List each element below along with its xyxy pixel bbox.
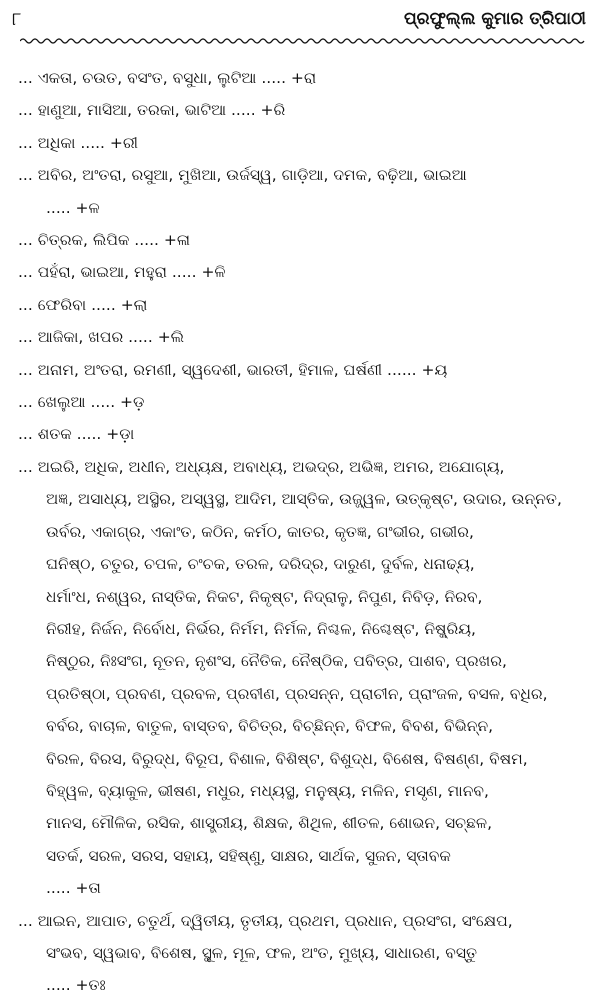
entry-line: ... ଅନାମ, ଅଂତରା, ରମଣୀ, ସ୍ୱଦେଶୀ, ଭାରତୀ, ହିମାଳ, ଘର୍ଷଣୀ ...... +ୟ: [18, 360, 448, 379]
entry-suffix-line: ..... +ତା: [46, 879, 101, 898]
entry-line: ପ୍ରତିଷ୍ଠା, ପ୍ରବଣ, ପ୍ରବଳ, ପ୍ରବୀଣ, ପ୍ରସନ୍ନ, ପ୍ରାଚୀନ, ପ୍ରାଂଜଳ, ବସଳ, ବଧିର,: [46, 684, 548, 703]
entry-line: ... ହାଣୁଆ, ମାସିଆ, ତରକା, ଭାଟିଆ ..... +ରି: [18, 101, 286, 120]
entry-line: ବିହ୍ୱଳ, ବ୍ୟାକୁଳ, ଭୀଷଣ, ମଧୁର, ମଧ୍ୟସ୍ଥ, ମନୁଷ୍ୟ, ମଳିନ, ମସୃଣ, ମାନବ,: [46, 781, 489, 800]
running-title: ପ୍ରଫୁଲ୍ଲ କୁମାର ତ୍ରିପାଠୀ: [403, 9, 586, 29]
entry-list: [18, 62, 586, 1002]
entry-line: ଧର୍ମାଂଧ, ନଶ୍ୱର, ନାସ୍ତିକ, ନିକଟ, ନିକୃଷ୍ଟ, ନିଦ୍ରାଳୁ, ନିପୁଣ, ନିବିଡ଼, ନିରବ,: [46, 587, 483, 606]
entry-line: ... ଅଇରି, ଅଧିକ, ଅଧୀନ, ଅଧ୍ୟକ୍ଷ, ଅବାଧ୍ୟ, ଅଭଦ୍ର, ଅଭିଜ୍ଞ, ଅମର, ଅଯୋଗ୍ୟ,: [18, 457, 505, 476]
header-wavy-rule: [20, 36, 586, 46]
entry-line: ... ଅଧିକା ..... +ରୀ: [18, 133, 139, 152]
entry-suffix-line: ..... +ଳ: [46, 198, 100, 217]
entry-line: ନିରୀହ, ନିର୍ଜନ, ନିର୍ବୋଧ, ନିର୍ଭର, ନିର୍ମମ, ନିର୍ମଳ, ନିଶ୍ଚଳ, ନିଶ୍ଚେଷ୍ଟ, ନିଷ୍କ୍ରିୟ,: [46, 619, 476, 638]
page-number: ୮: [12, 8, 22, 30]
entry-line: ... ଚିତ୍ରକ, ଲିପିକ ..... +ଳା: [18, 231, 191, 250]
entry-line: ଅଜ୍ଞ, ଅସାଧ୍ୟ, ଅସ୍ଥିର, ଅସ୍ୱସ୍ଥ, ଆଦିମ, ଆସ୍ତିକ, ଉଜ୍ଜ୍ୱଳ, ଉତ୍କୃଷ୍ଟ, ଉଦାର, ଉନ୍ନତ,: [46, 490, 562, 509]
entry-line: ଉର୍ବର, ଏକାଗ୍ର, ଏକାଂତ, କଠିନ, କର୍ମଠ, କାତର, କୃତଜ୍ଞ, ଗଂଭୀର, ଗଭୀର,: [46, 522, 474, 541]
entry-line: ... ଆଜିକା, ଖପର ..... +ଲି: [18, 328, 185, 347]
entry-line: ବର୍ବର, ବାଚାଳ, ବାତୁଳ, ବାସ୍ତବ, ବିଚିତ୍ର, ବିଚ୍ଛିନ୍ନ, ବିଫଳ, ବିବଶ, ବିଭିନ୍ନ,: [46, 717, 494, 736]
entry-line: ... ଖେଲୁଆ ..... +ଡ଼: [18, 393, 145, 412]
entry-line: ... ପହଁରା, ଭାଇଆ, ମହୁରା ..... +ଳି: [18, 263, 226, 282]
entry-line: ... ଅବିର, ଅଂତରା, ରସୁଆ, ମୁଖିଆ, ଉର୍ଜସ୍ୱ, ଗାଡ଼ିଆ, ଦମକ, ବଢ଼ିଆ, ଭାଇଆ: [18, 166, 467, 185]
entry-line: ... ଏକତା, ଚଉତ, ବସଂତ, ବସୁଧା, ଲୁଟିଆ ..... +ରା: [18, 69, 317, 87]
entry-line: ... ଶତକ ..... +ଡ଼ା: [18, 425, 135, 444]
entry-line: ଘନିଷ୍ଠ, ଚତୁର, ଚପଳ, ଚଂଚକ, ତରଳ, ଦରିଦ୍ର, ଦାରୁଣ, ଦୁର୍ବଳ, ଧନାଢ୍ୟ,: [46, 555, 475, 574]
entry-line: ... ଆଇନ, ଆପାତ, ଚତୁର୍ଥ, ଦ୍ୱିତୀୟ, ତୃତୀୟ, ପ୍ରଥମ, ପ୍ରଧାନ, ପ୍ରସଂଗ, ସଂକ୍ଷେପ,: [18, 911, 513, 930]
entry-suffix-line: ..... +ତଃ: [46, 976, 106, 995]
entry-line: ସଂଭବ, ସ୍ୱଭାବ, ବିଶେଷ, ସ୍ଥୂଳ, ମୂଳ, ଫଳ, ଅଂତ, ମୁଖ୍ୟ, ସାଧାରଣ, ବସ୍ତୁ: [46, 943, 477, 962]
entry-line: ନିଷ୍ଠୁର, ନିଃସଂଗ, ନୂତନ, ନୃଶଂସ, ନୈତିକ, ନୈଷ୍ଠିକ, ପବିତ୍ର, ପାଶବ, ପ୍ରଖର,: [46, 652, 507, 671]
entry-line: ... ଫେରିବା ..... +ଲା: [18, 295, 148, 314]
page-header: [12, 6, 586, 32]
entry-line: ସତର୍କ, ସରଳ, ସରସ, ସହାୟ, ସହିଷ୍ଣୁ, ସାକ୍ଷର, ସାର୍ଥକ, ସୁଜନ, ସ୍ତାବକ: [46, 846, 451, 865]
entry-line: ବିରଳ, ବିରସ, ବିରୁଦ୍ଧ, ବିରୂପ, ବିଶାଳ, ବିଶିଷ୍ଟ, ବିଶୁଦ୍ଧ, ବିଶେଷ, ବିଷଣ୍ଣ, ବିଷମ,: [46, 749, 528, 768]
entry-line: ମାନସ, ମୌଳିକ, ରସିକ, ଶାସ୍ତ୍ରୀୟ, ଶିକ୍ଷକ, ଶିଥିଳ, ଶୀତଳ, ଶୋଭନ, ସଚ୍ଛଳ,: [46, 814, 493, 833]
